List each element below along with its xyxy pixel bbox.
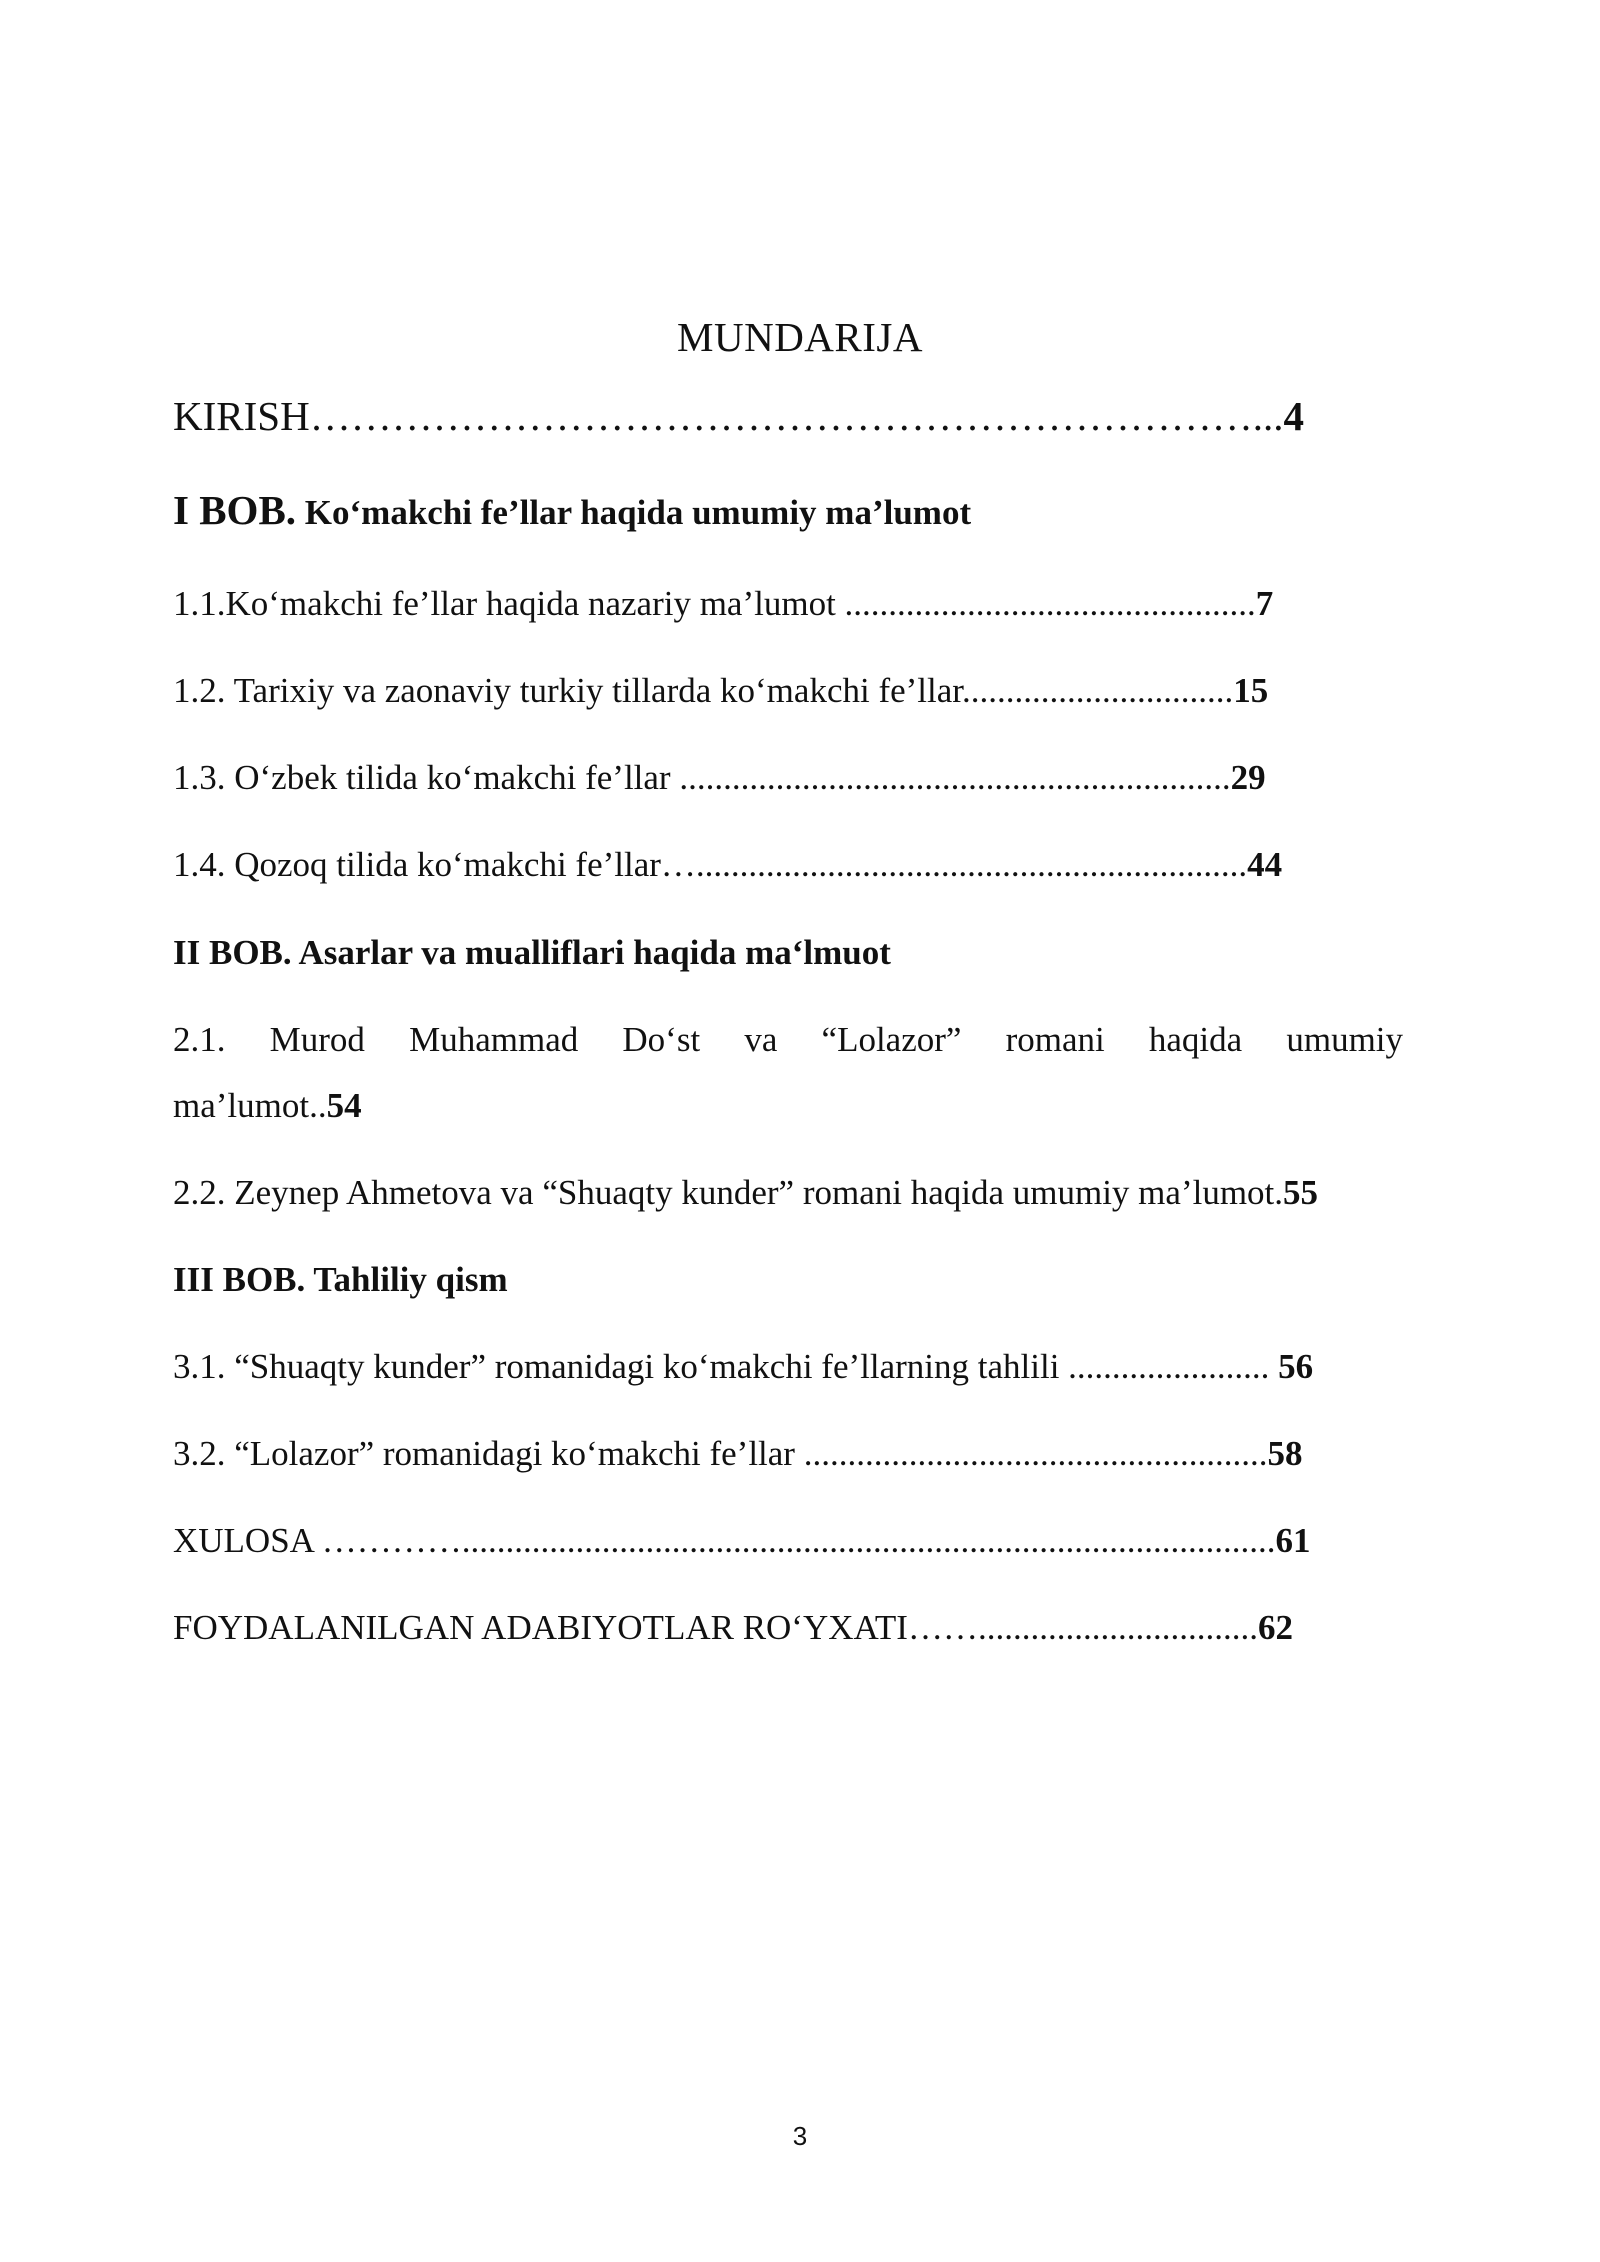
toc-entry-3-1 bbox=[173, 1345, 1313, 1389]
toc-entry-1-3 bbox=[173, 756, 1266, 800]
toc-entry-1-1 bbox=[173, 582, 1273, 626]
toc-entry-1-2 bbox=[173, 669, 1268, 713]
word: “Lolazor” bbox=[821, 1020, 962, 1059]
toc-page-number: 55 bbox=[1283, 1173, 1319, 1212]
toc-page-number: 15 bbox=[1233, 671, 1269, 710]
toc-entry-text: 1.2. Tarixiy va zaonaviy turkiy tillarda ko‘makchi fe’llar............................... bbox=[173, 671, 1234, 710]
toc-page-number: 29 bbox=[1230, 758, 1266, 797]
word: haqida bbox=[1148, 1020, 1243, 1059]
toc-page-number: 7 bbox=[1255, 584, 1274, 623]
toc-entry-text: 3.1. “Shuaqty kunder” romanidagi ko‘makchi fe’llarning tahlili ....................... bbox=[173, 1347, 1279, 1386]
chapter-heading-1 bbox=[173, 488, 971, 535]
word: umumiy bbox=[1286, 1020, 1404, 1059]
chapter-heading-2: II BOB. Asarlar va mualliflari haqida ma‘lmuot bbox=[173, 933, 891, 972]
toc-entry-2-1-line2 bbox=[173, 1084, 362, 1128]
toc-entry-text: 1.1.Ko‘makchi fe’llar haqida nazariy ma’lumot ............................................... bbox=[173, 584, 1256, 623]
toc-entry-text: 2.2. Zeynep Ahmetova va “Shuaqty kunder” romani haqida umumiy ma’lumot. bbox=[173, 1173, 1284, 1212]
page-title: MUNDARIJA bbox=[677, 314, 923, 360]
toc-entry-text: 1.4. Qozoq tilida ko‘makchi fe’llar…............................................................... bbox=[173, 845, 1248, 884]
toc-entry-text: 1.3. O‘zbek tilida ko‘makchi fe’llar ............................................................... bbox=[173, 758, 1231, 797]
toc-entry-text: ma’lumot.. bbox=[173, 1086, 327, 1125]
toc-page-number: 44 bbox=[1247, 845, 1283, 884]
chapter-prefix: I BOB. bbox=[173, 487, 297, 533]
toc-page-number: 61 bbox=[1275, 1521, 1311, 1560]
toc-entry-label: KIRISH bbox=[173, 393, 310, 439]
toc-page-number: 56 bbox=[1278, 1347, 1314, 1386]
toc-entry-2-1-line1 bbox=[173, 1018, 1403, 1062]
toc-entry-text: XULOSA …………............................................................................................. bbox=[173, 1521, 1276, 1560]
word: Do‘st bbox=[622, 1020, 701, 1059]
toc-page-number: 4 bbox=[1283, 393, 1304, 439]
word: romani bbox=[1005, 1020, 1105, 1059]
word: 2.1. bbox=[173, 1020, 226, 1059]
toc-page-number: 62 bbox=[1257, 1608, 1293, 1647]
toc-page-number: 54 bbox=[326, 1086, 362, 1125]
toc-entry-xulosa bbox=[173, 1519, 1311, 1563]
word: Muhammad bbox=[409, 1020, 579, 1059]
toc-entry-adabiyotlar bbox=[173, 1606, 1293, 1650]
toc-entry-text: FOYDALANILGAN ADABIYOTLAR RO‘YXATI……................................ bbox=[173, 1608, 1258, 1647]
word: Murod bbox=[269, 1020, 365, 1059]
word: va bbox=[744, 1020, 778, 1059]
toc-entry-2-2 bbox=[173, 1171, 1318, 1215]
page-number: 3 bbox=[792, 2121, 808, 2151]
chapter-title: Ko‘makchi fe’llar haqida umumiy ma’lumot bbox=[296, 493, 972, 532]
toc-page-number: 58 bbox=[1267, 1434, 1303, 1473]
toc-leader: ……………………………………………………………... bbox=[309, 393, 1284, 439]
toc-entry-text: 3.2. “Lolazor” romanidagi ko‘makchi fe’llar ..................................................... bbox=[173, 1434, 1268, 1473]
toc-entry-kirish bbox=[173, 391, 1304, 441]
chapter-heading-3: III BOB. Tahliliy qism bbox=[173, 1260, 508, 1299]
toc-entry-1-4 bbox=[173, 843, 1282, 887]
toc-entry-3-2 bbox=[173, 1432, 1302, 1476]
